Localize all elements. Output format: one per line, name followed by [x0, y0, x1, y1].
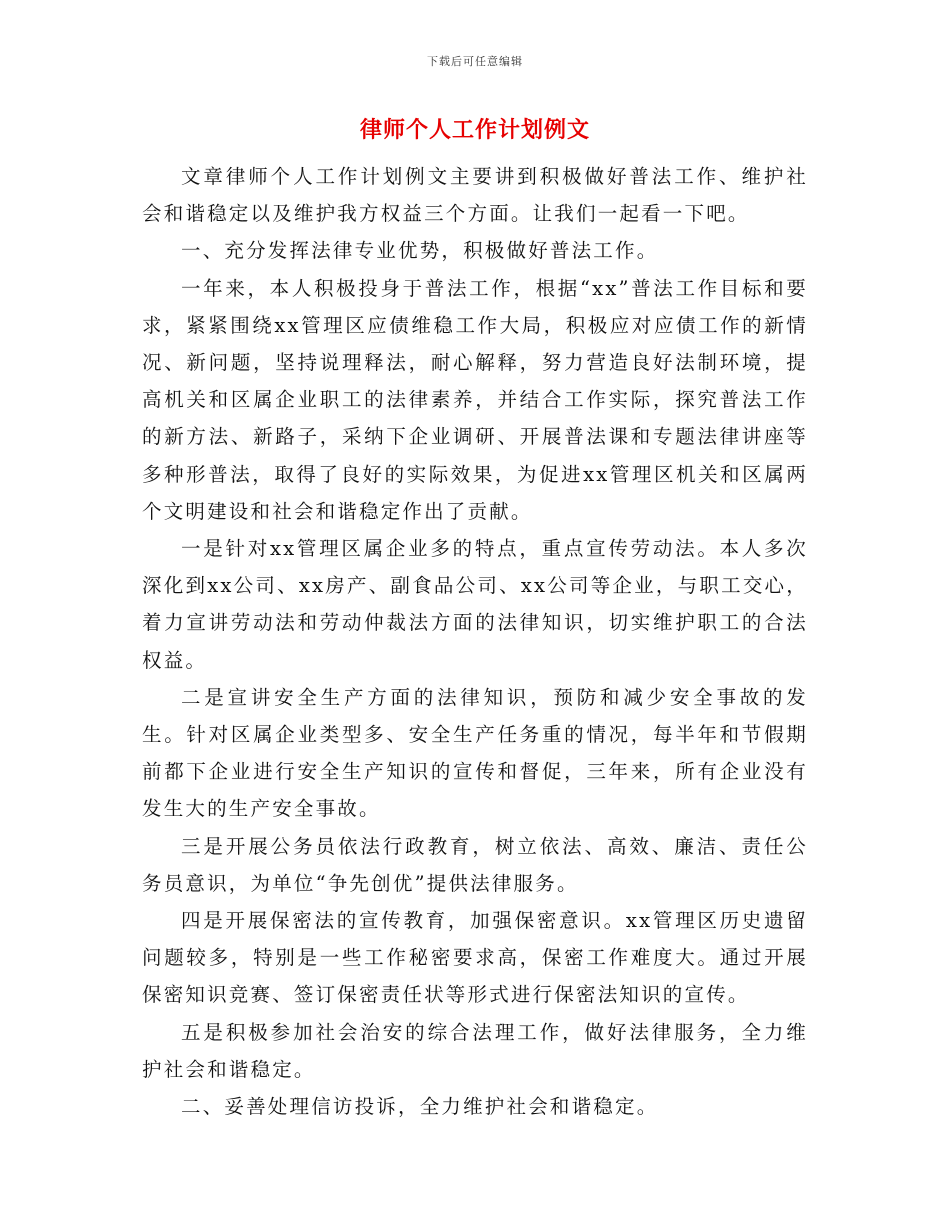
document-body: [142, 158, 808, 1125]
body-paragraph: 二是宣讲安全生产方面的法律知识，预防和减少安全事故的发生。针对区属企业类型多、安全生产任务重的情况，每半年和节假期前都下企业进行安全生产知识的宣传和督促，三年来，所有企业没有发生大的生产安全事故。: [142, 685, 808, 821]
body-paragraph: 五是积极参加社会治安的综合法理工作，做好法律服务，全力维护社会和谐稳定。: [142, 1020, 808, 1081]
header-note: 下载后可任意编辑: [427, 55, 523, 68]
body-paragraph: 四是开展保密法的宣传教育，加强保密意识。xx管理区历史遗留问题较多，特别是一些工作秘密要求高，保密工作难度大。通过开展保密知识竞赛、签订保密责任状等形式进行保密法知识的宣传。: [142, 909, 808, 1007]
body-paragraph: 三是开展公务员依法行政教育，树立依法、高效、廉洁、责任公务员意识，为单位“争先创优”提供法律服务。: [142, 834, 808, 895]
body-paragraph: 一年来，本人积极投身于普法工作，根据“xx”普法工作目标和要求，紧紧围绕xx管理区应债维稳工作大局，积极应对应债工作的新情况、新问题，坚持说理释法，耐心解释，努力营造良好法制环境，提高机关和区属企业职工的法律素养，并结合工作实际，探究普法工作的新方法、新路子，采纳下企业调研、开展普法课和专题法律讲座等多种形普法，取得了良好的实际效果，为促进xx管理区机关和区属两个文明建设和社会和谐稳定作出了贡献。: [142, 276, 808, 523]
section-heading-1: 一、充分发挥法律专业优势，积极做好普法工作。: [181, 239, 659, 263]
intro-paragraph: 文章律师个人工作计划例文主要讲到积极做好普法工作、维护社会和谐稳定以及维护我方权益三个方面。让我们一起看一下吧。: [142, 165, 808, 226]
document-title: 律师个人工作计划例文: [359, 117, 590, 143]
section-heading-2: 二、妥善处理信访投诉，全力维护社会和谐稳定。: [181, 1095, 659, 1119]
body-paragraph: 一是针对xx管理区属企业多的特点，重点宣传劳动法。本人多次深化到xx公司、xx房产、副食品公司、xx公司等企业，与职工交心，着力宣讲劳动法和劳动仲裁法方面的法律知识，切实维护职工的合法权益。: [142, 537, 808, 672]
